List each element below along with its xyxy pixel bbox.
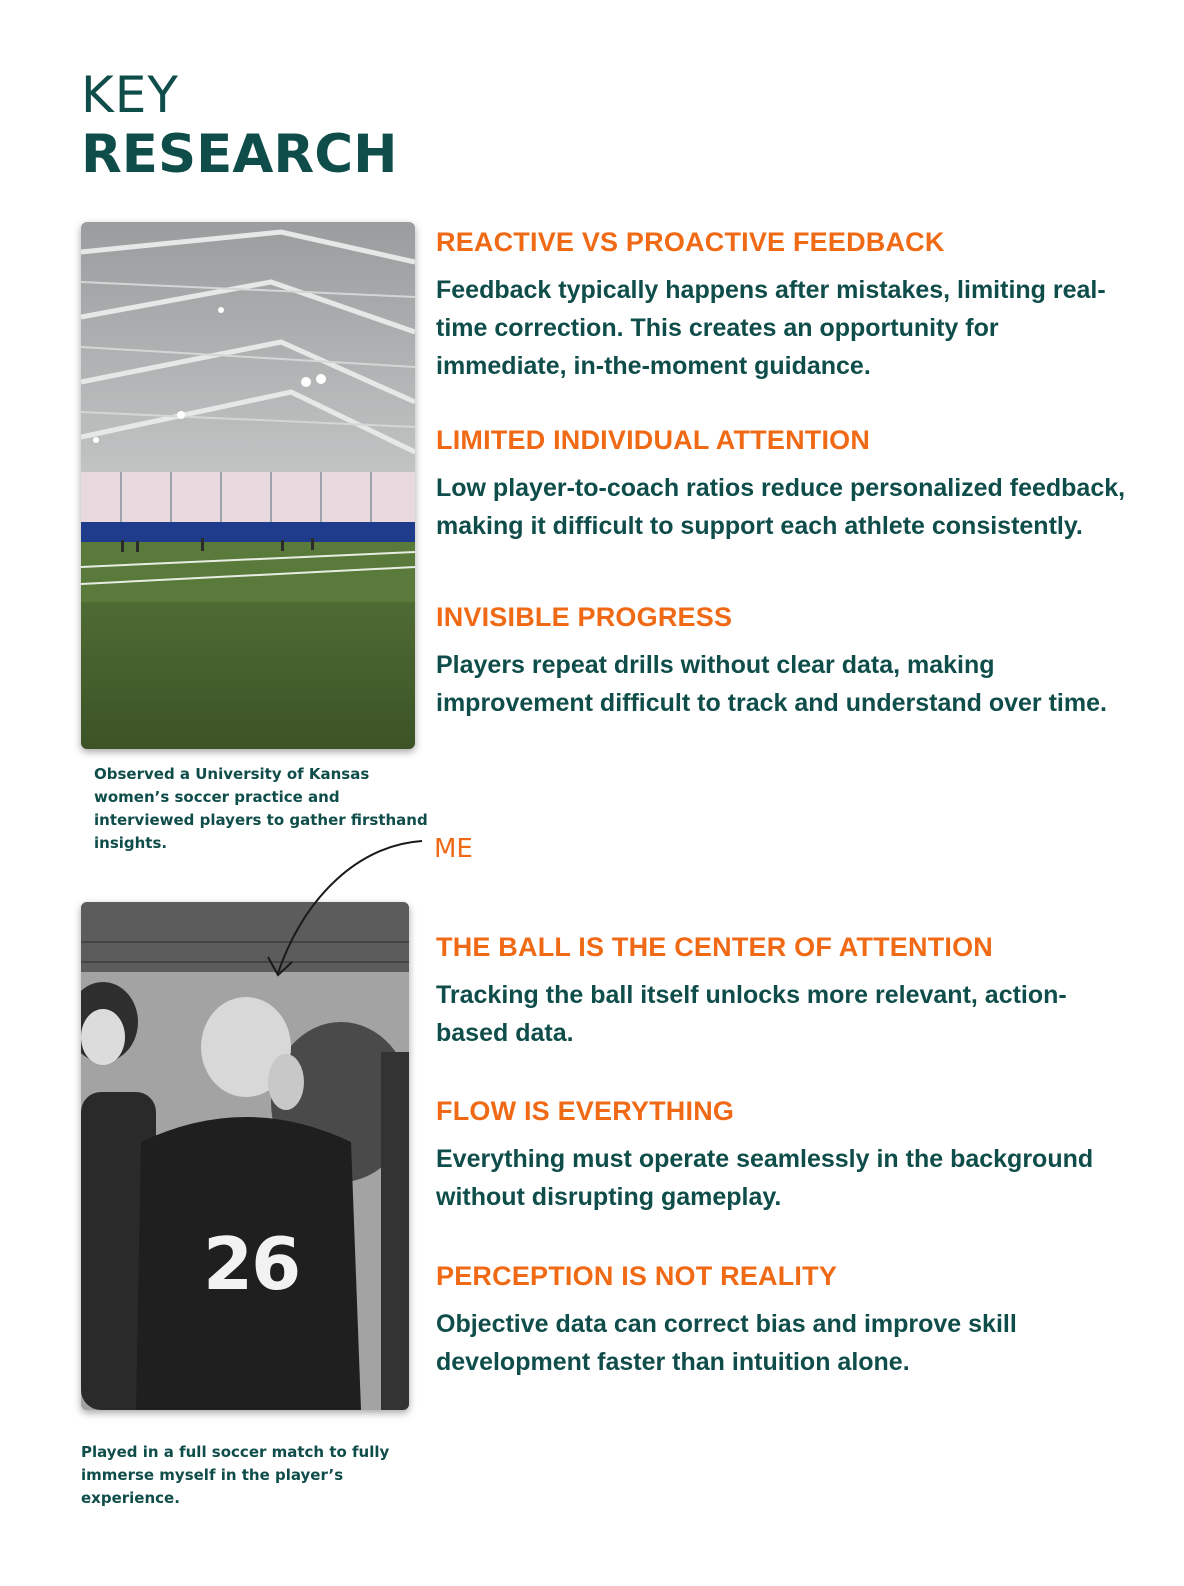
finding-flow: [436, 1096, 1136, 1216]
finding-body: Tracking the ball itself unlocks more relevant, action-based data.: [436, 981, 1067, 1047]
indoor-practice-photo: [81, 222, 415, 749]
finding-body: Everything must operate seamlessly in the background without disrupting gameplay.: [436, 1145, 1094, 1211]
me-annotation-label: ME: [434, 834, 473, 864]
practice-photo-caption: Observed a University of Kansas women’s soccer practice and interviewed players to gather firsthand insights.: [94, 765, 428, 852]
finding-individual-attention: [436, 425, 1136, 545]
finding-heading: FLOW IS EVERYTHING: [436, 1096, 735, 1126]
match-photo-caption: Played in a full soccer match to fully immerse myself in the player’s experience.: [81, 1443, 390, 1507]
finding-heading: THE BALL IS THE CENTER OF ATTENTION: [436, 932, 993, 962]
finding-body: Feedback typically happens after mistakes, limiting real-time correction. This creates an opportunity for immediate, in-the-moment guidance.: [436, 276, 1106, 380]
finding-invisible-progress: [436, 602, 1136, 722]
finding-heading: LIMITED INDIVIDUAL ATTENTION: [436, 425, 871, 455]
finding-body: Players repeat drills without clear data, making improvement difficult to track and understand over time.: [436, 651, 1107, 717]
finding-perception: [436, 1261, 1136, 1381]
annotation-arrow: [260, 835, 435, 985]
finding-body: Objective data can correct bias and improve skill development faster than intuition alone.: [436, 1310, 1017, 1376]
finding-heading: PERCEPTION IS NOT REALITY: [436, 1261, 838, 1291]
finding-heading: REACTIVE VS PROACTIVE FEEDBACK: [436, 227, 945, 257]
finding-reactive-feedback: [436, 227, 1136, 385]
finding-heading: INVISIBLE PROGRESS: [436, 602, 733, 632]
jersey-number: 26: [203, 1222, 300, 1306]
finding-body: Low player-to-coach ratios reduce personalized feedback, making it difficult to support each athlete consistently.: [436, 474, 1126, 540]
page-title-line1: KEY: [81, 66, 179, 124]
finding-ball-center: [436, 932, 1136, 1052]
page-title-line2: RESEARCH: [81, 124, 398, 185]
